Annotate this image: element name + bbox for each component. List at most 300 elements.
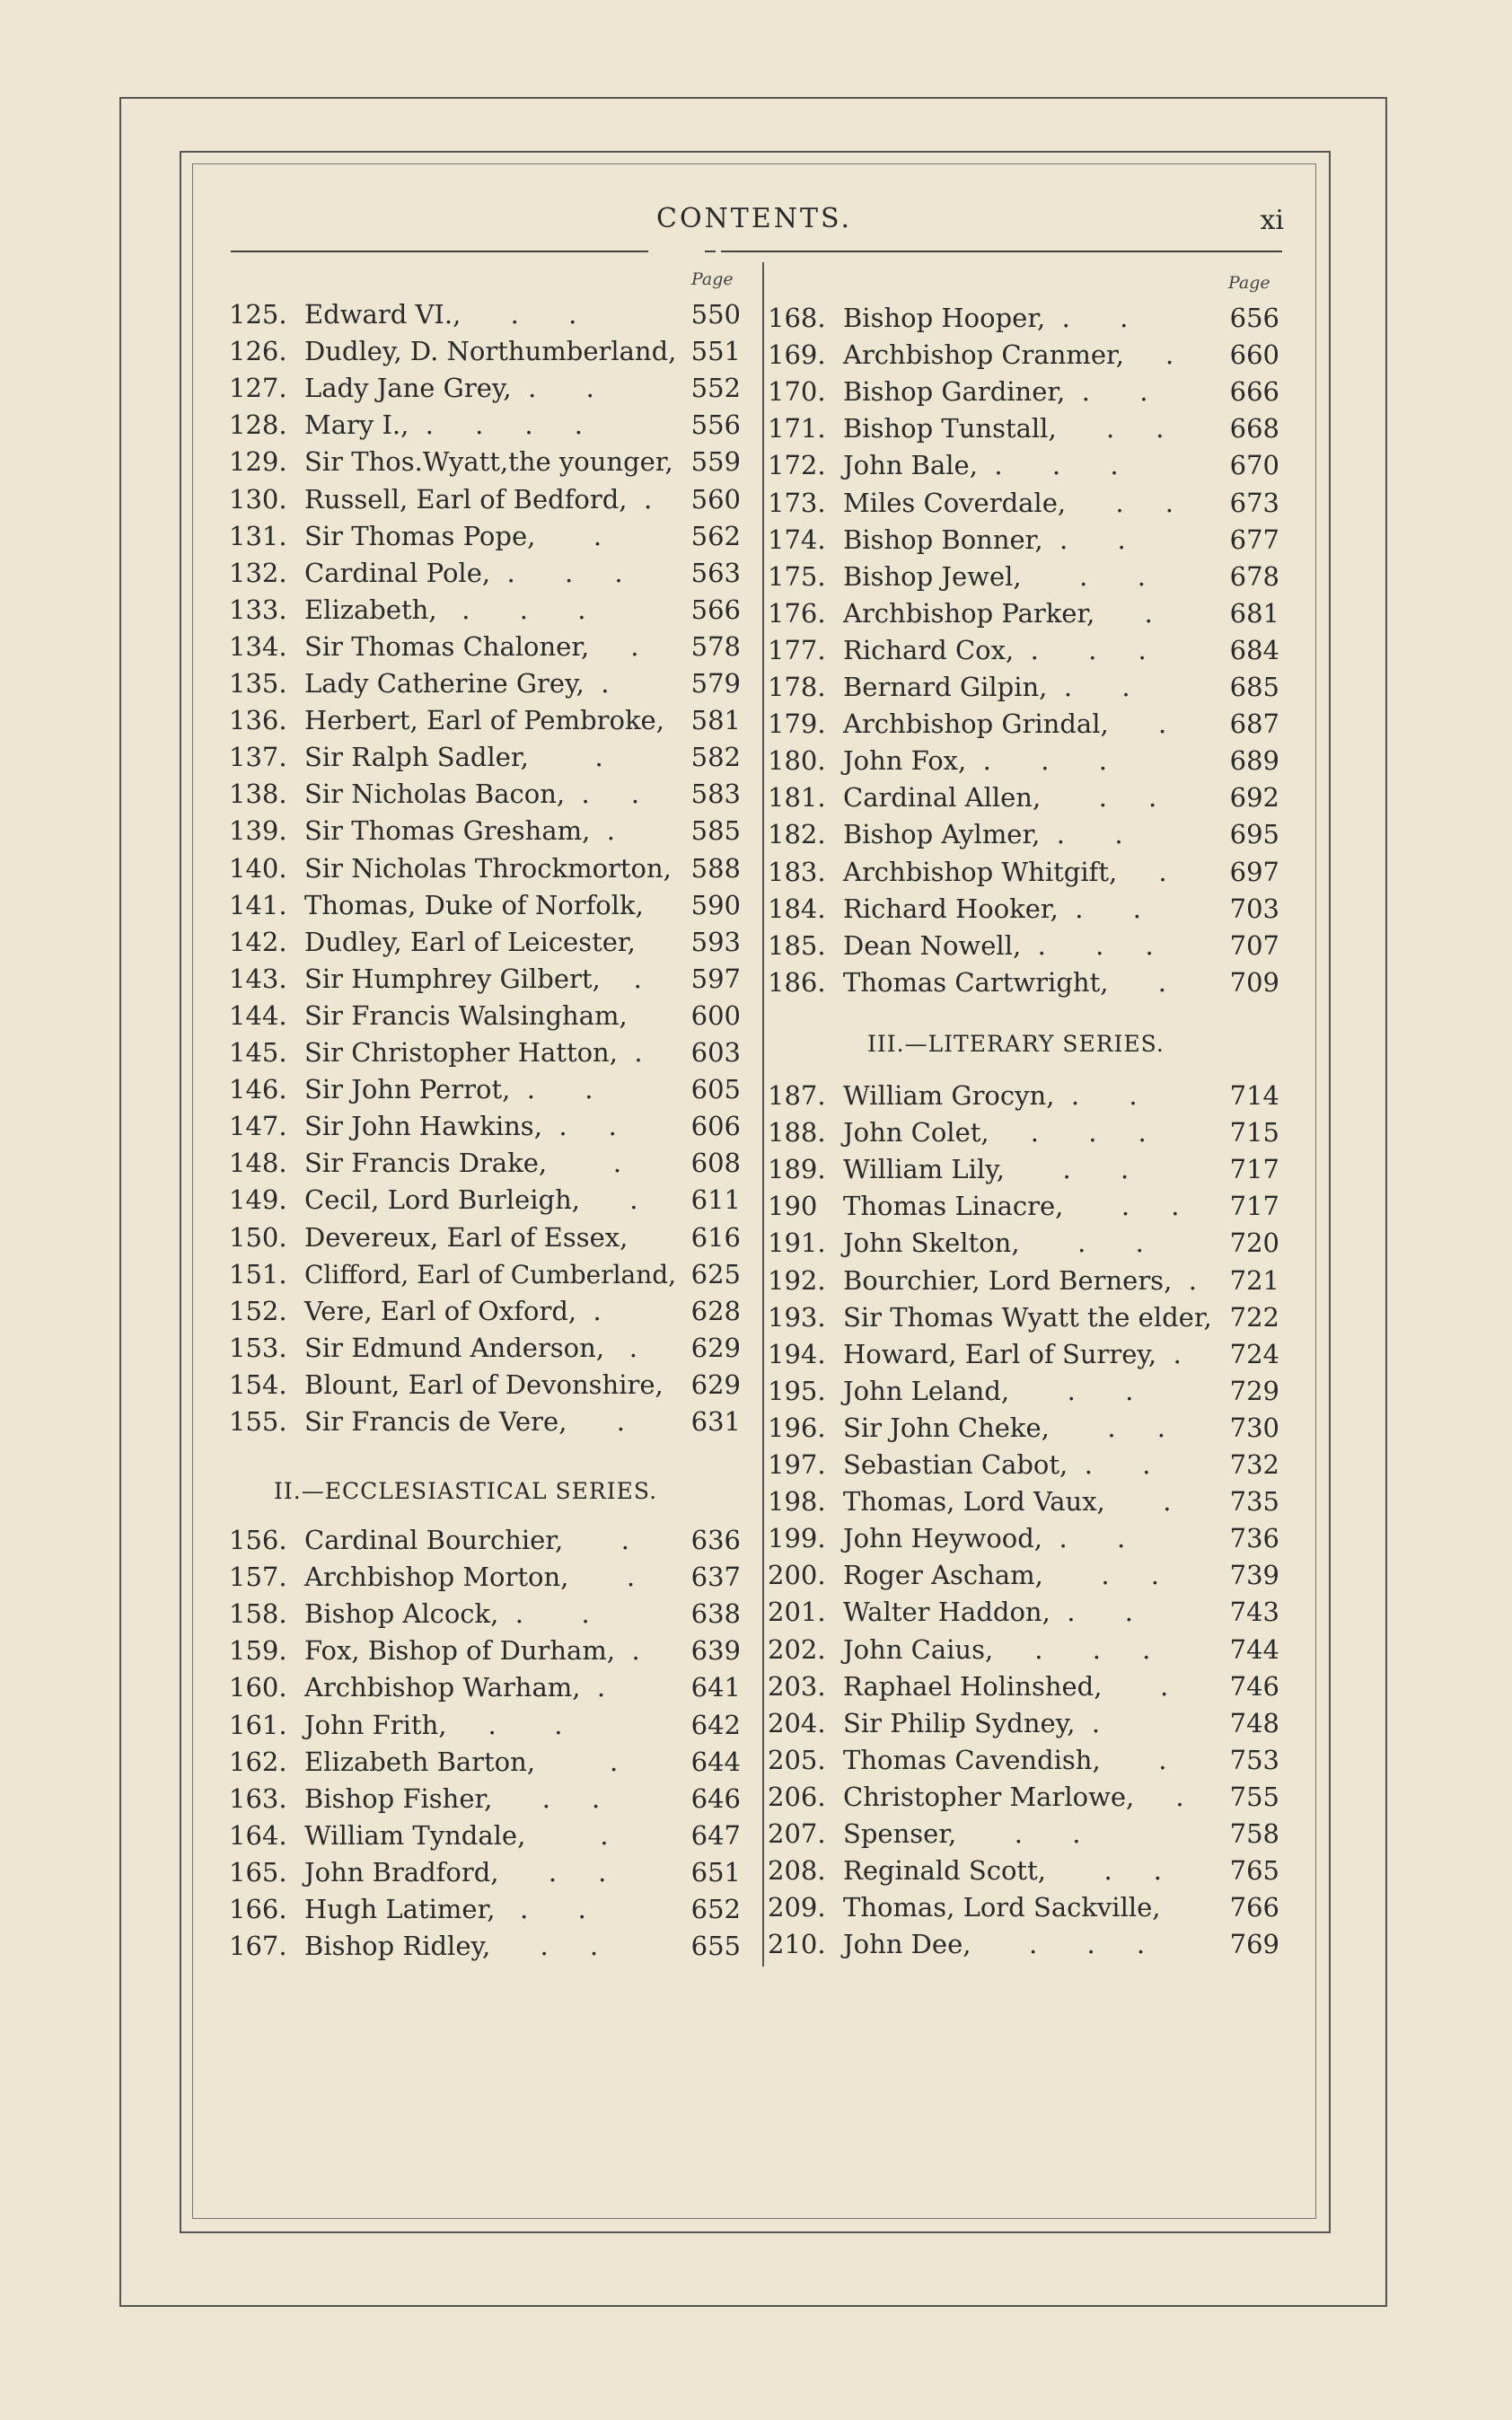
entry-name: Clifford, Earl of Cumberland, [304,1259,677,1289]
entry-number: 150. [229,1221,287,1253]
entry-page: 579 [690,668,741,699]
entry-number: 134. [229,630,287,662]
entry-number: 205. [768,1744,826,1775]
entry-number: 167. [229,1931,287,1962]
entry-number: 159. [229,1635,287,1667]
toc-entry [768,706,1279,743]
entry-name: Sir Francis de Vere, . [304,1406,625,1437]
entry-name: John Skelton, . . [843,1228,1144,1259]
entry-number: 171. [768,413,826,444]
entry-name: Lady Jane Grey, . . [304,373,594,404]
entry-number: 147. [229,1111,287,1142]
entry-name: Sir Francis Walsingham, [304,999,628,1031]
toc-entry [229,702,741,739]
entry-name: Bishop Fisher, . . [304,1782,601,1814]
toc-entry [768,891,1279,928]
entry-number: 184. [768,893,826,924]
entry-name: John Heywood, . . [843,1523,1126,1554]
entry-page: 646 [690,1782,741,1814]
entry-number: 133. [229,594,287,625]
entry-name: Lady Catherine Grey, . [304,668,610,699]
entry-name: Archbishop Whitgift, . [843,856,1167,887]
entry-name: Cardinal Bourchier, . [304,1525,629,1555]
entry-number: 192. [768,1264,826,1296]
toc-entry [229,1596,741,1632]
entry-page: 729 [1229,1375,1279,1406]
entry-page: 600 [690,999,741,1031]
page-title: CONTENTS. [656,203,852,234]
entry-name: Sir Philip Sydney, . [843,1707,1101,1738]
toc-entry [229,665,741,702]
entry-name: Sir Nicholas Throckmorton, [304,852,672,884]
entry-name: Sir Christopher Hatton, . [304,1037,643,1068]
header-rule-tick [705,251,716,252]
entry-page: 605 [690,1074,741,1105]
entry-number: 193. [768,1301,826,1333]
entry-page: 582 [690,742,741,773]
toc-entry [768,1926,1279,1963]
entry-name: Dean Nowell, . . . [843,929,1154,961]
entry-name: John Caius, . . . [843,1633,1151,1665]
toc-entry [768,964,1279,1001]
toc-entry [768,632,1279,669]
toc-entry [229,592,741,629]
section-heading-literary: III.—LITERARY SERIES. [867,1031,1165,1057]
entry-number: 130. [229,483,287,515]
toc-entry [229,1522,741,1559]
entry-name: Elizabeth, . . . [304,594,586,625]
entry-number: 181. [768,782,826,814]
entry-page: 563 [690,557,741,588]
entry-page: 625 [690,1258,741,1289]
entry-page: 670 [1229,450,1279,481]
toc-entry [229,629,741,665]
entry-number: 144. [229,999,287,1031]
entry-number: 166. [229,1894,287,1924]
entry-page: 720 [1229,1228,1279,1259]
entry-page: 714 [1229,1080,1279,1111]
entry-name: Cardinal Allen, . . [843,782,1157,814]
entry-number: 209. [768,1892,826,1923]
entry-page: 755 [1229,1781,1279,1812]
entry-page: 681 [1229,597,1279,629]
entry-name: Sir Thomas Wyatt the elder, [843,1301,1212,1333]
entry-name: Thomas, Duke of Norfolk, [304,889,644,920]
entry-page: 550 [690,299,741,330]
entry-number: 190 [768,1191,818,1222]
entry-page: 746 [1229,1670,1279,1702]
entry-name: Russell, Earl of Bedford, . [304,483,653,515]
entry-page: 730 [1229,1412,1279,1443]
toc-entry [229,1817,741,1854]
toc-entry [229,924,741,961]
entry-number: 149. [229,1184,287,1216]
toc-entry [229,1367,741,1404]
entry-name: Blount, Earl of Devonshire, [304,1368,664,1400]
toc-entry [229,1559,741,1596]
entry-name: Bishop Aylmer, . . [843,819,1123,850]
entry-page: 736 [1229,1523,1279,1554]
entry-name: Mary I., . . . . [304,409,583,441]
entry-number: 142. [229,926,287,957]
toc-entry [768,1779,1279,1816]
entry-name: Thomas Cavendish, . [843,1744,1167,1775]
entry-number: 177. [768,634,826,665]
entry-page: 629 [690,1368,741,1400]
section-heading-ecclesiastical: II.—ECCLESIASTICAL SERIES. [274,1478,658,1504]
entry-number: 204. [768,1707,826,1738]
entry-name: Bishop Hooper, . . [843,303,1129,333]
entry-page: 765 [1229,1855,1279,1887]
entry-page: 677 [1229,524,1279,555]
entry-number: 197. [768,1449,826,1480]
entry-name: Spenser, . . [843,1818,1081,1849]
entry-page: 660 [1229,339,1279,371]
entry-number: 131. [229,520,287,551]
entry-number: 140. [229,852,287,884]
entry-page: 744 [1229,1633,1279,1665]
entry-name: Thomas Cartwright, . [843,966,1166,998]
entry-page: 715 [1229,1117,1279,1148]
entry-page: 692 [1229,782,1279,814]
entry-name: Thomas, Lord Vaux, . [843,1486,1172,1518]
toc-entry [229,850,741,887]
entry-number: 161. [229,1709,287,1740]
entry-page: 628 [690,1295,741,1326]
entry-name: Thomas, Lord Sackville, [843,1892,1161,1923]
toc-entry [768,669,1279,706]
entry-number: 194. [768,1338,826,1369]
entry-name: Sir John Perrot, . . [304,1074,593,1105]
toc-entry [768,1336,1279,1373]
entry-number: 189. [768,1154,826,1185]
entry-number: 198. [768,1486,826,1518]
entry-name: Archbishop Morton, . [304,1562,636,1593]
entry-name: Walter Haddon, . . [843,1597,1133,1628]
entry-number: 186. [768,966,826,998]
toc-entry [229,1293,741,1330]
toc-entry [768,1225,1279,1262]
entry-page: 638 [690,1598,741,1630]
entry-number: 183. [768,856,826,887]
entry-name: Sir Humphrey Gilbert, . [304,963,642,994]
right-page-label: Page [1228,273,1270,293]
toc-entry [768,779,1279,816]
entry-page: 631 [690,1406,741,1437]
entry-name: Dudley, D. Northumberland, [304,336,677,367]
entry-number: 199. [768,1523,826,1554]
toc-entry [768,447,1279,484]
entry-name: Thomas Linacre, . . [843,1191,1180,1222]
entry-page: 655 [690,1931,741,1962]
toc-entry [229,813,741,849]
entry-page: 685 [1229,672,1279,702]
entry-number: 188. [768,1117,826,1148]
entry-name: Sir John Hawkins, . . [304,1111,617,1142]
entry-name: Christopher Marlowe, . [843,1781,1184,1812]
entry-page: 647 [690,1819,741,1851]
entry-page: 606 [690,1111,741,1142]
toc-entry [768,1852,1279,1889]
entry-name: Vere, Earl of Oxford, . [304,1295,602,1326]
entry-number: 180. [768,745,826,777]
entry-name: Archbishop Cranmer, . [843,339,1174,371]
entry-name: William Lily, . . [843,1154,1130,1185]
entry-number: 132. [229,557,287,588]
entry-name: Edward VI., . . [304,299,577,330]
entry-number: 168. [768,303,826,333]
toc-entry [229,998,741,1034]
toc-entry [229,961,741,998]
header-rule-left [231,251,648,252]
entry-name: Sir Thomas Gresham, . [304,815,616,847]
toc-entry [229,1891,741,1928]
entry-name: Bishop Gardiner, . . [843,376,1148,408]
entry-page: 566 [690,594,741,625]
toc-entry [229,518,741,555]
entry-page: 652 [690,1894,741,1924]
entry-name: Howard, Earl of Surrey, . [843,1338,1182,1369]
toc-entry [229,555,741,592]
toc-entry [229,1034,741,1071]
toc-entry [768,1520,1279,1557]
entry-number: 178. [768,672,826,702]
entry-page: 697 [1229,856,1279,887]
entry-page: 758 [1229,1818,1279,1849]
entry-number: 152. [229,1295,287,1326]
entry-page: 603 [690,1037,741,1068]
toc-entry [768,300,1279,337]
entry-page: 717 [1229,1154,1279,1185]
entry-page: 766 [1229,1892,1279,1923]
toc-entry [229,776,741,813]
entry-page: 709 [1229,966,1279,998]
entry-name: Fox, Bishop of Durham, . [304,1635,640,1667]
entry-number: 160. [229,1672,287,1703]
entry-page: 724 [1229,1338,1279,1369]
entry-number: 169. [768,339,826,371]
entry-name: John Bale, . . . [843,450,1119,481]
entry-name: Bishop Bonner, . . [843,524,1126,555]
entry-page: 560 [690,483,741,515]
toc-entry [229,296,741,333]
toc-entry [229,407,741,444]
entry-name: Bourchier, Lord Berners, . [843,1264,1197,1296]
entry-page: 641 [690,1672,741,1703]
entry-name: Archbishop Warham, . [304,1672,606,1703]
entry-number: 172. [768,450,826,481]
entry-number: 162. [229,1746,287,1777]
entry-number: 146. [229,1074,287,1105]
toc-entry [768,928,1279,964]
entry-name: John Colet, . . . [843,1117,1147,1148]
toc-entry [768,1705,1279,1742]
entry-page: 608 [690,1148,741,1179]
entry-page: 753 [1229,1744,1279,1775]
entry-number: 175. [768,560,826,592]
entry-page: 722 [1229,1301,1279,1333]
toc-entry [768,1742,1279,1779]
toc-entry [229,333,741,370]
entry-page: 678 [1229,560,1279,592]
entry-page: 668 [1229,413,1279,444]
entry-name: Reginald Scott, . . [843,1855,1163,1887]
entry-page: 590 [690,889,741,920]
entry-name: Sir Thomas Pope, . [304,520,602,551]
toc-entry [768,1889,1279,1926]
toc-entry [229,1707,741,1744]
entry-number: 210. [768,1929,826,1960]
entry-number: 145. [229,1037,287,1068]
entry-number: 141. [229,889,287,920]
entry-number: 164. [229,1819,287,1851]
entry-number: 148. [229,1148,287,1179]
entry-number: 202. [768,1633,826,1665]
entry-name: Sir Francis Drake, . [304,1148,622,1179]
toc-entry [768,1263,1279,1299]
entry-page: 578 [690,630,741,662]
entry-number: 196. [768,1412,826,1443]
entry-name: Cecil, Lord Burleigh, . [304,1184,638,1216]
entry-page: 585 [690,815,741,847]
toc-entry [229,1404,741,1440]
entry-number: 206. [768,1781,826,1812]
entry-page: 593 [690,926,741,957]
entry-page: 562 [690,520,741,551]
entry-page: 739 [1229,1560,1279,1591]
entry-number: 156. [229,1525,287,1555]
left-page-label: Page [691,269,734,289]
entry-name: Sir Thomas Chaloner, . [304,630,639,662]
entry-number: 125. [229,299,287,330]
toc-entry [229,1854,741,1891]
entry-name: John Frith, . . [304,1709,563,1740]
entry-number: 182. [768,819,826,850]
toc-entry [229,887,741,924]
toc-entry [229,1071,741,1108]
entry-page: 707 [1229,929,1279,961]
entry-name: Richard Cox, . . . [843,634,1147,665]
entry-name: Sir John Cheke, . . [843,1412,1165,1443]
toc-entry [229,1219,741,1256]
entry-number: 153. [229,1332,287,1363]
header-rule-right [721,251,1282,252]
entry-number: 179. [768,708,826,740]
entry-name: Richard Hooker, . . [843,893,1141,924]
entry-name: John Leland, . . [843,1375,1134,1406]
toc-entry [229,1330,741,1367]
toc-entry [768,522,1279,559]
toc-entry [768,1483,1279,1520]
entry-name: Bishop Alcock, . . [304,1598,590,1630]
entry-number: 158. [229,1598,287,1630]
entry-number: 143. [229,963,287,994]
entry-number: 163. [229,1782,287,1814]
toc-entry [768,1373,1279,1410]
entry-page: 636 [690,1525,741,1555]
column-divider [762,262,764,1967]
entry-page: 732 [1229,1449,1279,1480]
entry-name: Bishop Ridley, . . [304,1931,599,1962]
toc-entry [768,485,1279,522]
toc-entry [229,1145,741,1182]
entry-number: 127. [229,373,287,404]
toc-entry [768,1447,1279,1483]
toc-entry [229,1669,741,1706]
entry-name: Devereux, Earl of Essex, [304,1221,629,1253]
toc-entry [768,337,1279,374]
entry-number: 128. [229,409,287,441]
entry-name: Sir Ralph Sadler, . [304,742,603,773]
entry-page: 689 [1229,745,1279,777]
toc-entry [768,1188,1279,1225]
entry-page: 687 [1229,708,1279,740]
entry-number: 176. [768,597,826,629]
entry-page: 639 [690,1635,741,1667]
entry-name: Sir Thos.Wyatt,the younger, [304,446,673,478]
entry-name: John Fox, . . . [843,745,1107,777]
toc-entry [768,854,1279,891]
toc-entry [229,1781,741,1817]
toc-entry [768,1594,1279,1631]
toc-entry [229,1632,741,1669]
toc-entry [768,1557,1279,1594]
toc-entry [768,1668,1279,1705]
toc-entry [768,374,1279,410]
entry-page: 703 [1229,893,1279,924]
entry-number: 157. [229,1562,287,1593]
toc-entry [768,1114,1279,1151]
entry-page: 616 [690,1221,741,1253]
entry-name: Cardinal Pole, . . . [304,557,623,588]
toc-entry [229,1744,741,1781]
toc-entry [768,559,1279,595]
entry-name: Sebastian Cabot, . . [843,1449,1151,1480]
entry-number: 187. [768,1080,826,1111]
entry-page: 583 [690,779,741,810]
entry-page: 717 [1229,1191,1279,1222]
entry-number: 155. [229,1406,287,1437]
toc-entry [768,1151,1279,1188]
entry-number: 170. [768,376,826,408]
toc-entry [229,370,741,407]
toc-entry [229,481,741,518]
entry-page: 556 [690,409,741,441]
toc-entry [229,1108,741,1145]
entry-name: Bishop Jewel, . . [843,560,1146,592]
entry-name: Sir Edmund Anderson, . [304,1332,637,1363]
entry-number: 195. [768,1375,826,1406]
toc-entry [229,739,741,776]
toc-entry [768,1078,1279,1114]
entry-number: 151. [229,1258,287,1289]
entry-number: 154. [229,1368,287,1400]
entry-page: 673 [1229,487,1279,518]
entry-page: 637 [690,1562,741,1593]
toc-entry [768,1410,1279,1447]
entry-name: Bernard Gilpin, . . [843,672,1130,702]
entry-number: 185. [768,929,826,961]
entry-number: 126. [229,336,287,367]
entry-page: 644 [690,1746,741,1777]
entry-page: 743 [1229,1597,1279,1628]
entry-page: 588 [690,852,741,884]
toc-entry [768,1816,1279,1852]
page-number: xi [1260,205,1284,236]
toc-entry [768,410,1279,447]
toc-entry [229,1928,741,1965]
entry-number: 173. [768,487,826,518]
